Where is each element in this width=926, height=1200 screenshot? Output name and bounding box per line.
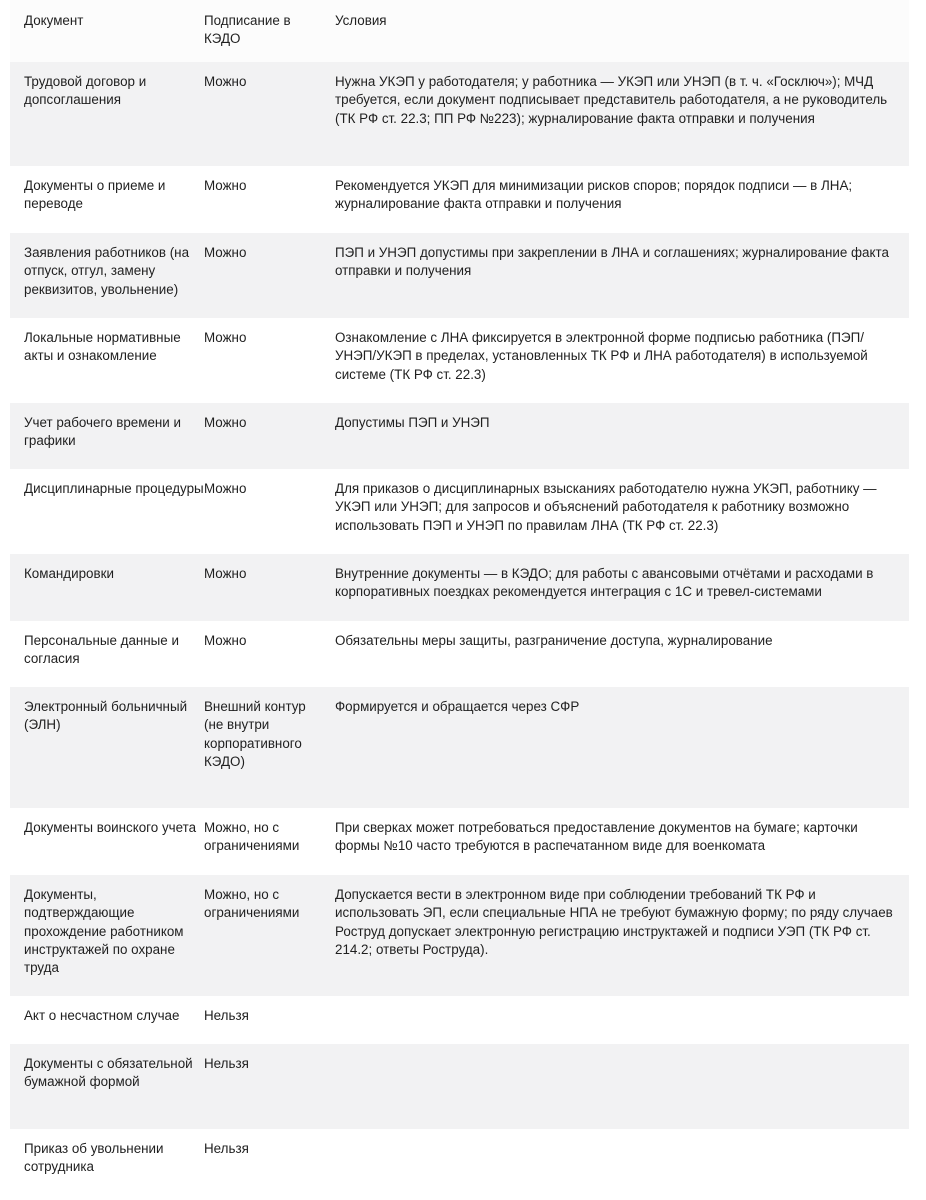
- cell-document: Акт о несчастном случае: [24, 1008, 180, 1023]
- cell-signing: Внешний контур (не внутри корпоративного КЭДО): [204, 699, 306, 769]
- cell-document: Электронный больничный (ЭЛН): [24, 699, 188, 733]
- table-row: [10, 166, 909, 233]
- cell-document: Дисциплинарные процедуры: [24, 481, 204, 496]
- cell-document: Документы с обязательной бумажной формой: [24, 1056, 193, 1090]
- header-conditions: Условия: [335, 13, 387, 28]
- cell-conditions: Нужна УКЭП у работодателя; у работника — УКЭП или УНЭП (в т. ч. «Госключ»); МЧД требуется, если документ подписывает представитель работодателя, а не руководитель (ТК РФ ст. 22.3; ПП РФ №223); журналирование факта отправки и получения: [335, 74, 888, 126]
- cell-document: Документы о приеме и переводе: [24, 178, 166, 212]
- table-row: [10, 554, 909, 621]
- table-row: [10, 403, 909, 469]
- table-row: [10, 621, 909, 687]
- cell-conditions: Формируется и обращается через СФР: [335, 699, 580, 714]
- table-row: [10, 469, 909, 554]
- cell-document: Документы воинского учета: [24, 820, 197, 835]
- cell-signing: Можно: [204, 481, 247, 496]
- documents-table: [10, 0, 909, 1187]
- cell-conditions: Внутренние документы — в КЭДО; для работы с авансовыми отчётами и расходами в корпоративных поездках рекомендуется интеграция с 1С и тревел-системами: [335, 566, 874, 600]
- cell-conditions: Для приказов о дисциплинарных взысканиях работодателю нужна УКЭП, работнику — УКЭП или УНЭП; для запросов и объяснений работодателя к работнику возможно использовать ПЭП и УНЭП по правилам ЛНА (ТК РФ ст. 22.3): [335, 481, 877, 533]
- cell-conditions: [335, 1140, 895, 1174]
- cell-conditions: Допустимы ПЭП и УНЭП: [335, 415, 490, 430]
- table-row: [10, 687, 909, 808]
- cell-conditions: Допускается вести в электронном виде при соблюдении требований ТК РФ и использовать ЭП, если специальные НПА не требуют бумажную форму; по ряду случаев Роструд допускает электронную регистрацию инструктажей и подписи УЭП (ТК РФ ст. 214.2; ответы Роструда).: [335, 887, 893, 957]
- table-row: [10, 1044, 909, 1129]
- cell-signing: Нельзя: [204, 1141, 249, 1156]
- cell-conditions: Рекомендуется УКЭП для минимизации рисков споров; порядок подписи — в ЛНА; журналирование факта отправки и получения: [335, 178, 853, 212]
- cell-document: Приказ об увольнении сотрудника: [24, 1141, 164, 1175]
- cell-conditions: Ознакомление с ЛНА фиксируется в электронной форме подписью работника (ПЭП/ УНЭП/УКЭП в пределах, установленных ТК РФ и ЛНА работодателя) в используемой системе (ТК РФ ст. 22.3): [335, 330, 868, 382]
- table-row: [10, 808, 909, 875]
- cell-document: Учет рабочего времени и графики: [24, 415, 181, 449]
- cell-signing: Нельзя: [204, 1056, 249, 1071]
- cell-document: Командировки: [24, 566, 114, 581]
- cell-document: Документы, подтверждающие прохождение работником инструктажей по охране труда: [24, 887, 184, 976]
- cell-signing: Можно, но с ограничениями: [204, 820, 300, 854]
- cell-signing: Можно: [204, 566, 247, 581]
- table-row: [10, 233, 909, 318]
- cell-signing: Можно: [204, 415, 247, 430]
- table-row: [10, 875, 909, 996]
- cell-signing: Можно, но с ограничениями: [204, 887, 300, 921]
- cell-conditions: При сверках может потребоваться предоставление документов на бумаге; карточки формы №10 часто требуются в распечатанном виде для военкомата: [335, 820, 858, 854]
- cell-signing: Можно: [204, 330, 247, 345]
- cell-conditions: [335, 1007, 895, 1031]
- cell-signing: Можно: [204, 178, 247, 193]
- header-signing: Подписание в КЭДО: [204, 13, 291, 47]
- cell-conditions: [335, 1055, 895, 1116]
- header-document: Документ: [24, 13, 84, 28]
- cell-signing: Можно: [204, 245, 247, 260]
- cell-document: Заявления работников (на отпуск, отгул, замену реквизитов, увольнение): [24, 245, 190, 297]
- cell-conditions: ПЭП и УНЭП допустимы при закреплении в ЛНА и соглашениях; журналирование факта отправки и получения: [335, 245, 889, 279]
- cell-signing: Нельзя: [204, 1008, 249, 1023]
- table-row: [10, 62, 909, 166]
- table-row: [10, 1129, 909, 1187]
- cell-signing: Можно: [204, 74, 247, 89]
- cell-document: Персональные данные и согласия: [24, 633, 179, 667]
- cell-conditions: Обязательны меры защиты, разграничение доступа, журналирование: [335, 633, 773, 648]
- cell-document: Трудовой договор и допсоглашения: [24, 74, 147, 108]
- table-header-row: [10, 0, 909, 62]
- table-row: [10, 318, 909, 403]
- table-row: [10, 996, 909, 1044]
- cell-signing: Можно: [204, 633, 247, 648]
- cell-document: Локальные нормативные акты и ознакомление: [24, 330, 181, 364]
